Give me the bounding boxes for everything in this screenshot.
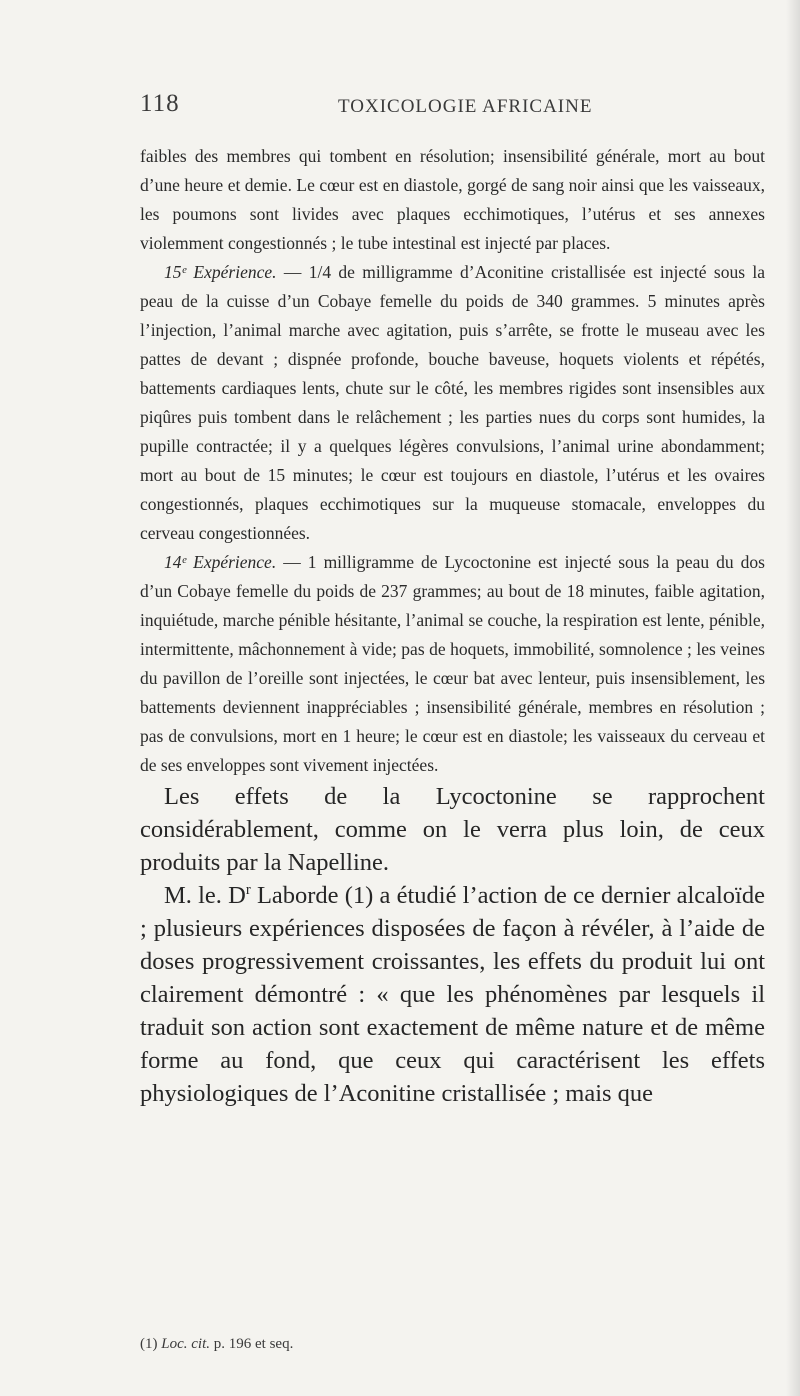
laborde-prefix: M. le. D <box>164 882 246 909</box>
experiment-14-text: — 1 milligramme de Lycoctonine est injecté sous la peau du dos d’un Cobaye femelle du poids de 237 grammes; au bout de 18 minutes, faible agitation, inquiétude, marche pénible hésitante, l’animal se couche, la respiration est lente, pénible, intermittente, mâchonnement à vide; pas de hoquets, immobilité, somnolence ; les veines du pavillon de l’oreille sont injectées, le cœur bat avec lenteur, puis insensiblement, les battements deviennent inappréciables ; insensibilité générale, membres en résolution ; pas de convulsions, mort en 1 heure; le cœur est en diastole; les vaisseaux du cerveau et de ses enveloppes sont vivement injectées. <box>140 552 765 775</box>
paragraph-experiment-15 <box>140 258 765 548</box>
page-body <box>140 142 765 1110</box>
experiment-15-label: 15ᵉ Expérience. <box>164 262 277 282</box>
experiment-14-label: 14ᵉ Expérience. <box>164 552 277 572</box>
paragraph-laborde <box>140 879 765 1110</box>
page-header <box>140 90 760 130</box>
footnote-marker: (1) <box>140 1336 158 1352</box>
footnote-text: p. 196 et seq. <box>210 1336 294 1352</box>
experiment-15-text: — 1/4 de milligramme d’Aconitine cristallisée est injecté sous la peau de la cuisse d’un Cobaye femelle du poids de 340 grammes. 5 minutes après l’injection, l’animal marche avec agitation, puis s’arrête, se frotte le museau avec les pattes de devant ; dispnée profonde, bouche baveuse, hoquets violents et répétés, battements cardiaques lents, chute sur le côté, les membres rigides sont insensibles aux piqûres puis tombent dans le relâchement ; les parties nues du corps sont humides, la pupille contractée; il y a quelques légères convulsions, l’animal urine abondamment; mort au bout de 15 minutes; le cœur est toujours en diastole, l’utérus et les ovaires congestionnés, plaques ecchimotiques sur la muqueuse stomacale, enveloppes du cerveau congestionnées. <box>140 262 765 543</box>
page-number: 118 <box>140 90 180 117</box>
laborde-superscript: r <box>245 881 251 898</box>
paragraph-continuation: faibles des membres qui tombent en résolution; insensibilité générale, mort au bout d’une heure et demie. Le cœur est en diastole, gorgé de sang noir ainsi que les vaisseaux, les poumons sont livides avec plaques ecchimotiques, l’utérus et ses annexes violemment congestionnés ; le tube intestinal est injecté par places. <box>140 146 765 253</box>
laborde-text: Laborde (1) a étudié l’action de ce dernier alcaloïde ; plusieurs expériences disposées de façon à révéler, à l’aide de doses progressivement croissantes, les effets du produit lui ont clairement démontré : « que les phénomènes par lesquels il traduit son action sont exactement de même nature et de même forme au fond, que ceux qui caractérisent les effets physiologiques de l’Aconitine cristallisée ; mais que <box>140 882 765 1107</box>
running-head: TOXICOLOGIE AFRICAINE <box>338 96 593 117</box>
footnote <box>140 1336 293 1353</box>
footnote-ref: Loc. cit. <box>161 1336 210 1352</box>
page-edge-shadow <box>786 0 800 1396</box>
paragraph-experiment-14 <box>140 548 765 780</box>
paragraph-lycoctonine-summary: Les effets de la Lycoctonine se rapprochent considérablement, comme on le verra plus loin, de ceux produits par la Napelline. <box>140 783 765 876</box>
